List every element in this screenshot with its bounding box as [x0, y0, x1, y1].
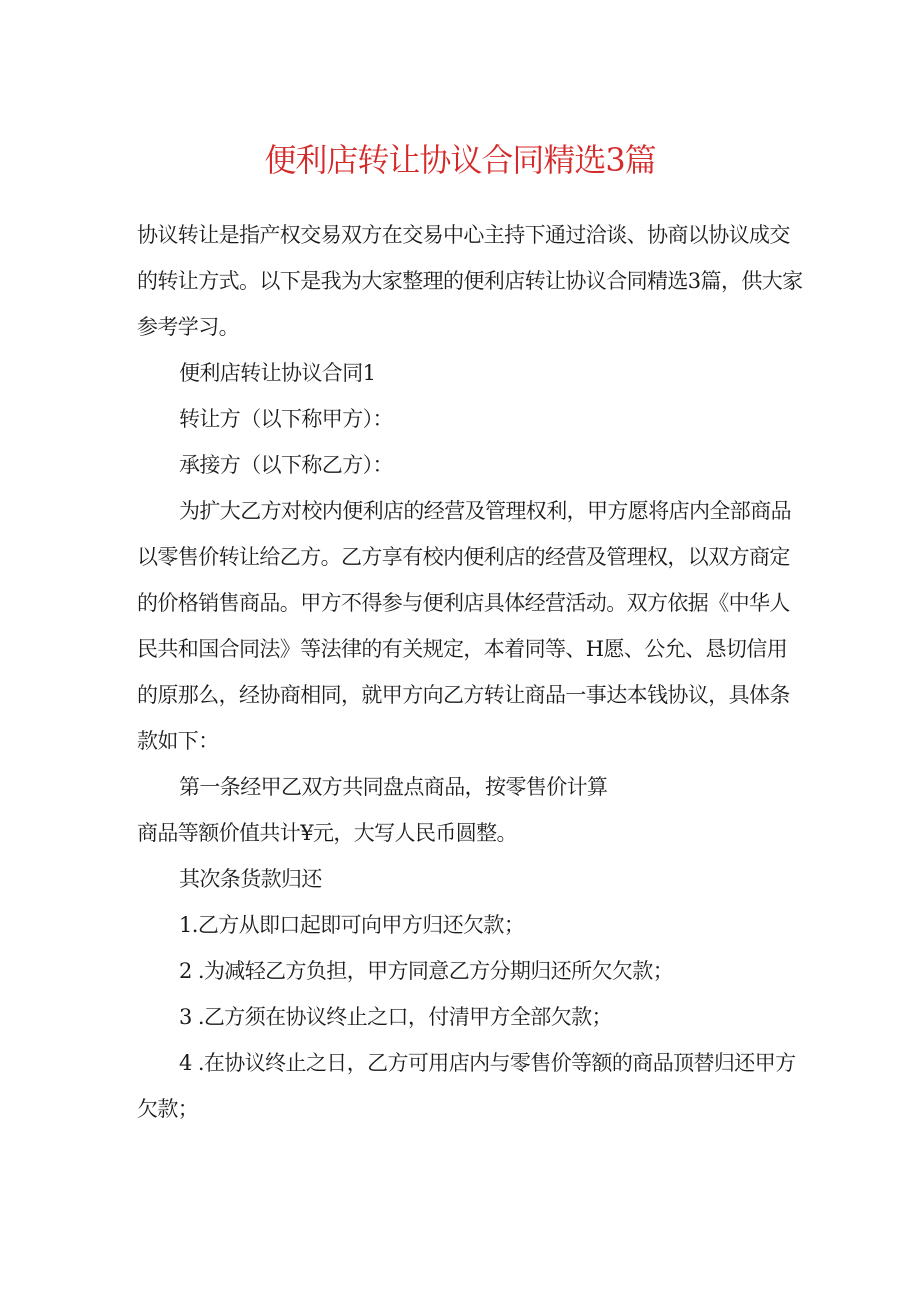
- party-b-line: 承接方（以下称乙方）：: [179, 453, 393, 477]
- article-1-paragraph: [137, 764, 787, 856]
- document-title: 便利店转让协议合同精选3篇: [264, 141, 656, 179]
- preamble-line: 民共和国合同法》等法律的有关规定，本着同等、H愿、公允、恳切信用: [137, 637, 788, 661]
- preamble-line: 以零售价转让给乙方。乙方享有校内便利店的经营及管理权，以双方商定: [137, 545, 790, 569]
- contract-heading: 便利店转让协议合同1: [179, 361, 376, 385]
- preamble-line: 款如下：: [137, 729, 219, 753]
- preamble-line: 为扩大乙方对校内便利店的经营及管理权利，甲方愿将店内全部商品: [179, 499, 791, 523]
- clause-item-4-line: 欠款；: [137, 1097, 199, 1121]
- article-1-line: 商品等额价值共计¥元，大写人民币圆整。: [137, 821, 517, 845]
- clause-item-4-line: 4 .在协议终止之日，乙方可用店内与零售价等额的商品顶替归还甲方: [179, 1051, 796, 1075]
- clause-item-4: [137, 1040, 796, 1132]
- intro-line: 参考学习。: [137, 315, 239, 339]
- clause-item-1: 1.乙方从即口起即可向甲方归还欠款；: [179, 913, 525, 937]
- document-body: [137, 212, 803, 1132]
- article-1-line: 第一条经甲乙双方共同盘点商品，按零售价计算: [179, 775, 608, 799]
- preamble-line: 的价格销售商品。甲方不得参与便利店具体经营活动。双方依据《中华人: [137, 591, 790, 615]
- intro-paragraph: [137, 212, 803, 350]
- clause-item-3: 3 .乙方须在协议终止之口，付清甲方全部欠款；: [179, 1005, 612, 1029]
- intro-line: 的转让方式。以下是我为大家整理的便利店转让协议合同精选3篇，供大家: [137, 269, 803, 293]
- party-a-line: 转让方（以下称甲方）：: [179, 407, 393, 431]
- clause-item-2: 2 .为减轻乙方负担，甲方同意乙方分期归还所欠欠款；: [179, 959, 674, 983]
- preamble-paragraph: [137, 488, 791, 764]
- article-2-heading: 其次条货款归还: [179, 867, 322, 891]
- preamble-line: 的原那么，经协商相同，就甲方向乙方转让商品一事达本钱协议，具体条: [137, 683, 790, 707]
- intro-line: 协议转让是指产权交易双方在交易中心主持下通过洽谈、协商以协议成交: [137, 223, 790, 247]
